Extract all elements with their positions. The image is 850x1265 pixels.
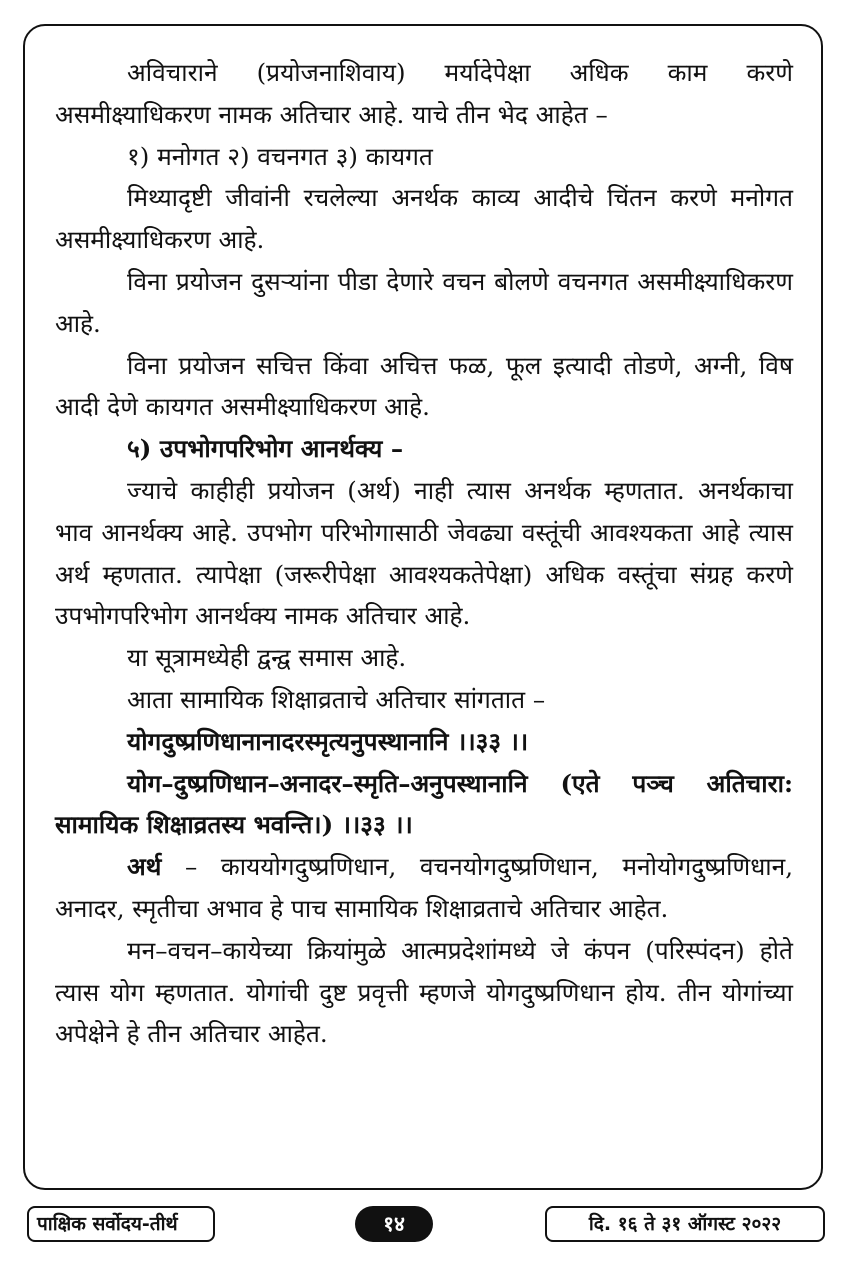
page-footer	[0, 1206, 850, 1246]
page-number: १४	[355, 1206, 433, 1242]
paragraph-4: विना प्रयोजन दुसऱ्यांना पीडा देणारे वचन बोलणे वचनगत असमीक्ष्याधिकरण आहे.	[55, 266, 793, 338]
sutra-text: योगदुष्प्रणिधानानादरस्मृत्यनुपस्थानानि ।।३३ ।।	[127, 726, 529, 756]
section-heading: ५) उपभोगपरिभोग आनर्थक्य –	[127, 434, 404, 464]
page-body	[55, 52, 793, 1055]
paragraph-7: या सूत्रामध्येही द्वन्द्व समास आहे.	[127, 643, 407, 673]
paragraph-2: १) मनोगत २) वचनगत ३) कायगत	[127, 141, 433, 171]
issue-date: दि. १६ ते ३१ ऑगस्ट २०२२	[545, 1206, 825, 1242]
paragraph-3: मिथ्यादृष्टी जीवांनी रचलेल्या अनर्थक काव्य आदीचे चिंतन करणे मनोगत असमीक्ष्याधिकरण आहे.	[55, 183, 793, 255]
publication-name: पाक्षिक सर्वोदय-तीर्थ	[27, 1206, 215, 1242]
meaning-label: अर्थ	[127, 852, 162, 882]
meaning-paragraph	[55, 846, 793, 930]
sutra-split: योग–दुष्प्रणिधान–अनादर–स्मृति–अनुपस्थानानि (एते पञ्च अतिचारा: सामायिक शिक्षाव्रतस्य भवन्ति।) ।।३३ ।।	[55, 768, 793, 840]
paragraph-6: ज्याचे काहीही प्रयोजन (अर्थ) नाही त्यास अनर्थक म्हणतात. अनर्थकाचा भाव आनर्थक्य आहे. उपभोग परिभोगासाठी जेवढ्या वस्तूंची आवश्यकता आहे त्यास अर्थ म्हणतात. त्यापेक्षा (जरूरीपेक्षा आवश्यकतेपेक्षा) अधिक वस्तूंचा संग्रह करणे उपभोगपरिभोग आनर्थक्य नामक अतिचार आहे.	[55, 475, 793, 631]
paragraph-8: आता सामायिक शिक्षाव्रताचे अतिचार सांगतात –	[127, 684, 546, 714]
paragraph-1: अविचाराने (प्रयोजनाशिवाय) मर्यादेपेक्षा अधिक काम करणे असमीक्ष्याधिकरण नामक अतिचार आहे. याचे तीन भेद आहेत –	[55, 58, 793, 129]
paragraph-9: मन–वचन–कायेच्या क्रियांमुळे आत्मप्रदेशांमध्ये जे कंपन (परिस्पंदन) होते त्यास योग म्हणतात. योगांची दुष्ट प्रवृत्ती म्हणजे योगदुष्प्रणिधान होय. तीन योगांच्या अपेक्षेने हे तीन अतिचार आहेत.	[55, 935, 793, 1049]
paragraph-5: विना प्रयोजन सचित्त किंवा अचित्त फळ, फूल इत्यादी तोडणे, अग्नी, विष आदी देणे कायगत असमीक्ष्याधिकरण आहे.	[55, 350, 793, 422]
meaning-text: – काययोगदुष्प्रणिधान, वचनयोगदुष्प्रणिधान, मनोयोगदुष्प्रणिधान, अनादर, स्मृतीचा अभाव हे पाच सामायिक शिक्षाव्रताचे अतिचार आहेत.	[55, 852, 793, 923]
